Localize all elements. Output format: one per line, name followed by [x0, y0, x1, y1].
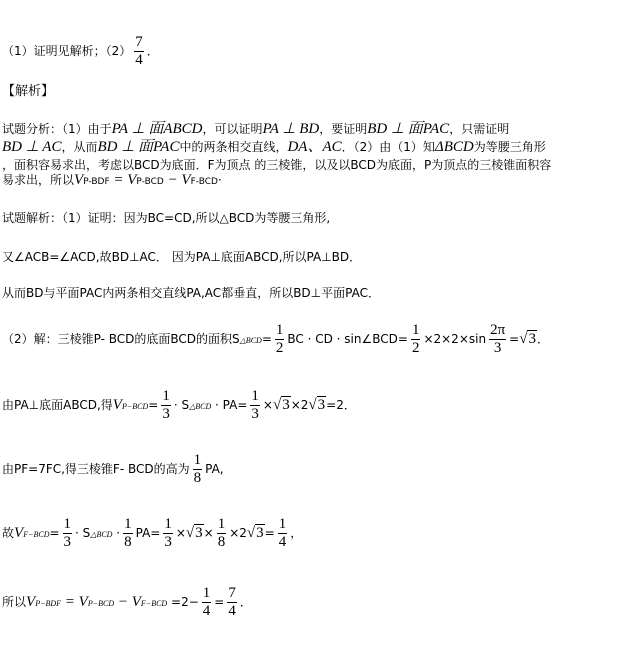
text-run: · PA= — [211, 398, 248, 412]
sqrt: √3 — [246, 525, 264, 541]
text-run: PA, — [205, 462, 224, 476]
solution-line-8 — [2, 585, 252, 620]
text-run: 3 — [63, 534, 72, 550]
text-run: 1 — [164, 516, 172, 532]
text-run: 3 — [528, 331, 536, 347]
text-run: ΔBCD — [434, 139, 474, 155]
text-run: ×2 — [229, 526, 247, 540]
text-run: ． — [536, 332, 549, 346]
fraction — [202, 585, 212, 620]
text-run: BD ⊥ 面PAC — [97, 139, 180, 155]
text-run: ， — [290, 526, 303, 540]
text-run: 1 — [162, 388, 170, 404]
text-run: 7 — [135, 34, 143, 50]
text-run: ，从而 — [61, 140, 98, 154]
fraction — [161, 388, 171, 423]
text-run: 2 — [411, 340, 420, 356]
text-run: 故 — [2, 526, 15, 540]
text-run: 中的两条相交直线， — [179, 140, 288, 154]
fraction — [489, 322, 506, 357]
text-run: = — [264, 526, 275, 540]
fraction — [227, 585, 237, 620]
text-run: 1 — [278, 516, 287, 532]
text-run: ，可以证明 — [202, 122, 263, 136]
text-run: F−BCD — [140, 599, 168, 608]
text-run: = — [509, 332, 520, 346]
analysis-line-1 — [2, 122, 509, 136]
text-run: （2）解：三棱锥P- BCD的底面BCD的面积S — [2, 332, 240, 346]
text-run: ． — [146, 44, 159, 58]
text-run: = — [261, 332, 272, 346]
text-run: = — [214, 595, 225, 609]
text-run: − V — [163, 172, 191, 188]
answer-line — [2, 34, 159, 69]
text-run: · S — [173, 398, 190, 412]
text-run: 1 — [202, 585, 211, 601]
text-run: F-BCD — [190, 177, 218, 187]
text-run: BC · CD · sin∠BCD= — [287, 332, 408, 346]
fraction — [275, 322, 285, 357]
text-run: = — [148, 398, 159, 412]
text-run: P-BCD — [136, 177, 164, 187]
text-run: =2− — [167, 595, 199, 609]
text-run: ．（2）由（1）知 — [341, 140, 435, 154]
text-run: × — [175, 526, 186, 540]
text-run: 3 — [195, 525, 203, 541]
text-run: △BCD — [239, 336, 262, 345]
text-run: 1 — [63, 516, 72, 532]
text-run: P-BDF — [83, 177, 110, 187]
text-run: 所以 — [2, 595, 27, 609]
text-run: 1 — [217, 516, 226, 532]
text-run: × — [262, 398, 273, 412]
text-run: ，要证明 — [319, 122, 368, 136]
text-run: ，只需证明 — [449, 122, 510, 136]
text-run: 2 — [275, 340, 284, 356]
solution-line-6 — [2, 452, 224, 487]
text-run: ×2×2×sin — [423, 332, 487, 346]
text-run: V — [14, 525, 24, 541]
text-run: 【解析】 — [2, 84, 55, 99]
solution-line-7 — [2, 516, 302, 551]
solution-line-4 — [2, 322, 549, 357]
text-run: 易求出，所以 — [2, 173, 75, 187]
text-run: − V — [114, 594, 141, 610]
text-run: 1 — [411, 322, 420, 338]
text-run: = V — [61, 594, 88, 610]
text-run: × — [203, 526, 214, 540]
analysis-line-4 — [2, 173, 222, 189]
text-run: BD ⊥ 面PAC — [367, 121, 450, 137]
text-run: 由PA⊥底面ABCD,得 — [2, 398, 113, 412]
text-run: PA ⊥ 面ABCD — [111, 121, 203, 137]
text-run: · S — [75, 526, 91, 540]
text-run: PA ⊥ BD — [262, 121, 320, 137]
text-run: V — [112, 397, 122, 413]
text-run: V — [26, 594, 36, 610]
text-run: 由PF=7FC,得三棱锥F- BCD的高为 — [2, 462, 190, 476]
sqrt: √3 — [519, 331, 536, 347]
fraction — [411, 322, 421, 357]
text-run: 3 — [493, 340, 502, 356]
text-run: · — [217, 173, 222, 187]
fraction — [63, 516, 73, 551]
fraction — [123, 516, 133, 551]
text-run: 2π — [490, 322, 506, 338]
text-run: 1 — [193, 452, 202, 468]
solution-line-2 — [2, 250, 361, 264]
fraction — [250, 388, 260, 423]
text-run: 8 — [193, 470, 202, 486]
text-run: V — [74, 172, 84, 188]
answer-fraction — [134, 34, 144, 69]
text-run: 试题解析：（1）证明：因为BC=CD,所以△BCD为等腰三角形, — [2, 211, 331, 225]
text-run: DA、AC — [287, 139, 342, 155]
text-run: 4 — [278, 534, 287, 550]
text-run: 8 — [124, 534, 132, 550]
fraction — [217, 516, 227, 551]
text-run: F−BCD — [23, 530, 50, 539]
text-run: =2． — [326, 398, 356, 412]
text-run: 1 — [124, 516, 132, 532]
fraction — [163, 516, 173, 551]
text-run: 3 — [317, 397, 326, 413]
text-run: 4 — [135, 52, 143, 68]
section-title — [2, 85, 54, 99]
text-run: PA= — [135, 526, 161, 540]
fraction — [278, 516, 288, 551]
text-run: △BCD — [189, 402, 212, 411]
text-run: ×2 — [290, 398, 309, 412]
text-run: = V — [109, 172, 137, 188]
fraction — [193, 452, 203, 487]
solution-line-5 — [2, 388, 356, 423]
text-run: · — [112, 526, 121, 540]
text-run: ． — [239, 595, 252, 609]
text-run: 又∠ACB=∠ACD,故BD⊥AC． 因为PA⊥底面ABCD,所以PA⊥BD． — [2, 250, 362, 264]
sqrt: √3 — [308, 397, 326, 413]
sqrt: √3 — [185, 525, 203, 541]
text-run: P−BCD — [121, 402, 149, 411]
text-run: 3 — [282, 397, 290, 413]
solution-line-3 — [2, 286, 380, 300]
text-run: BD ⊥ AC — [2, 139, 62, 155]
text-run: 3 — [164, 534, 172, 550]
text-run: 3 — [251, 406, 259, 422]
text-run: 4 — [228, 603, 236, 619]
text-run: 4 — [202, 603, 211, 619]
analysis-line-2 — [2, 140, 546, 154]
sqrt: √3 — [272, 397, 290, 413]
text-run: 试题分析：（1）由于 — [2, 122, 112, 136]
text-run: 7 — [228, 585, 236, 601]
text-run: 为等腰三角形 — [473, 140, 546, 154]
text-run: 1 — [275, 322, 284, 338]
text-run: 从而BD与平面PAC内两条相交直线PA,AC都垂直，所以BD⊥平面PAC． — [2, 286, 380, 300]
text-run: 3 — [162, 406, 170, 422]
text-run: 3 — [256, 525, 264, 541]
text-run: 8 — [217, 534, 226, 550]
text-run: △BCD — [90, 530, 113, 539]
text-run: P−BDF — [35, 599, 62, 608]
answer-text: （1）证明见解析；（2） — [2, 44, 132, 58]
text-run: 1 — [251, 388, 259, 404]
solution-line-1 — [2, 211, 330, 225]
analysis-line-3 — [2, 158, 551, 172]
text-run: P−BCD — [87, 599, 115, 608]
text-run: ，面积容易求出，考虑以BCD为底面．F为顶点 的三棱锥，以及以BCD为底面，P为顶点的三棱锥面积容 — [2, 158, 552, 172]
text-run: = — [49, 526, 60, 540]
